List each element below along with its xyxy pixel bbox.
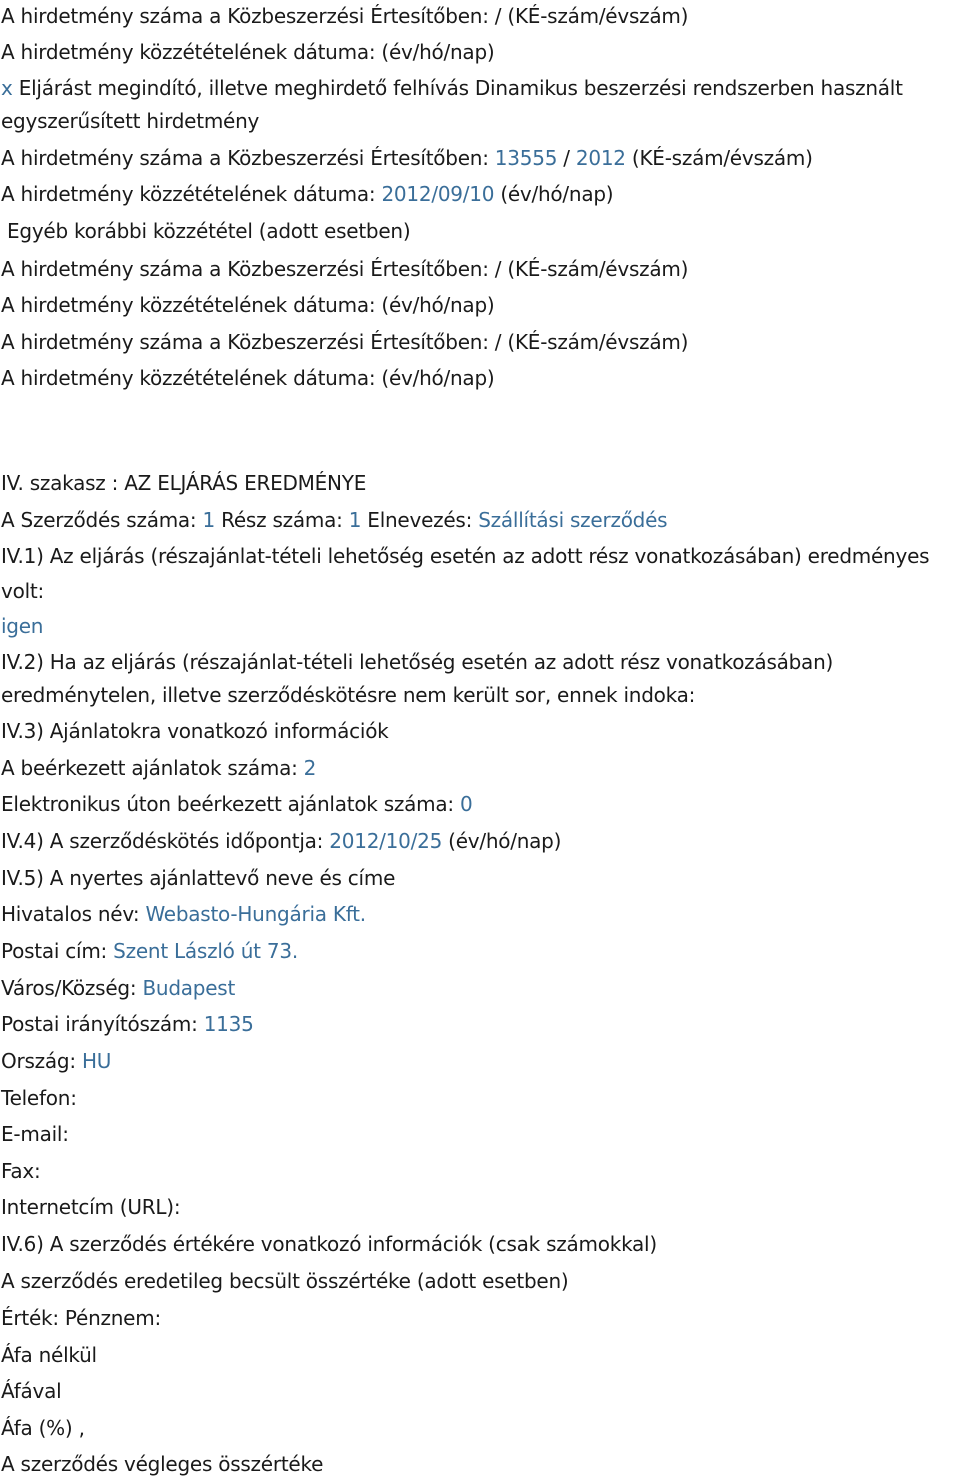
vat-excluded-label: Áfa nélkül — [1, 1343, 97, 1367]
vat-percent-label: Áfa (%) , — [1, 1416, 85, 1440]
contract-name-label: Elnevezés: — [361, 508, 479, 532]
final-value-label: A szerződés végleges összértéke — [1, 1452, 324, 1476]
zip-value: 1135 — [203, 1012, 254, 1036]
contract-name-value: Szállítási szerződés — [478, 508, 668, 532]
notice2-year-value: 2012 — [575, 146, 626, 170]
url-label: Internetcím (URL): — [1, 1195, 181, 1219]
offers-count-label: A beérkezett ajánlatok száma: — [1, 756, 304, 780]
iv4-line — [1, 828, 561, 854]
notice1-number: A hirdetmény száma a Közbeszerzési Értesítőben: / (KÉ-szám/évszám) — [1, 4, 689, 28]
offers-count-line — [1, 755, 316, 781]
iv5-heading: IV.5) A nyertes ajánlattevő neve és címe — [1, 866, 396, 890]
phone-label: Telefon: — [1, 1086, 77, 1110]
contract-date-suffix: (év/hó/nap) — [442, 829, 562, 853]
email-label: E-mail: — [1, 1122, 69, 1146]
notice3-number: A hirdetmény száma a Közbeszerzési Értesítőben: / (KÉ-szám/évszám) — [1, 257, 689, 281]
notice2-separator: / — [557, 146, 576, 170]
part-no-label: Rész száma: — [215, 508, 349, 532]
notice3-date: A hirdetmény közzétételének dátuma: (év/hó/nap) — [1, 293, 495, 317]
country-line — [1, 1048, 111, 1074]
notice-type-label-cont: egyszerűsített hirdetmény — [1, 109, 260, 133]
notice2-number-label: A hirdetmény száma a Közbeszerzési Értesítőben: — [1, 146, 495, 170]
section4-heading: IV. szakasz : AZ ELJÁRÁS EREDMÉNYE — [1, 471, 367, 495]
contract-date-label: IV.4) A szerződéskötés időpontja: — [1, 829, 330, 853]
city-value: Budapest — [142, 976, 236, 1000]
value-currency-label: Érték: Pénznem: — [1, 1306, 161, 1330]
notice4-date: A hirdetmény közzétételének dátuma: (év/hó/nap) — [1, 366, 495, 390]
checkbox-mark: x — [1, 76, 13, 100]
iv1-answer: igen — [1, 614, 44, 638]
iv2-question-cont: eredménytelen, illetve szerződéskötésre nem került sor, ennek indoka: — [1, 683, 696, 707]
notice-type-label: Eljárást megindító, illetve meghirdető felhívás Dinamikus beszerzési rendszerben használt — [12, 76, 903, 100]
zip-line — [1, 1011, 254, 1037]
official-name-label: Hivatalos név: — [1, 902, 146, 926]
iv2-question: IV.2) Ha az eljárás (részajánlat-tételi lehetőség esetén az adott rész vonatkozásában) — [1, 650, 834, 674]
notice2-date-label: A hirdetmény közzétételének dátuma: — [1, 182, 382, 206]
iv3-heading: IV.3) Ajánlatokra vonatkozó információk — [1, 719, 389, 743]
iv1-question-cont: volt: — [1, 579, 44, 603]
country-label: Ország: — [1, 1049, 82, 1073]
offers-count-value: 2 — [303, 756, 317, 780]
contract-no-value: 1 — [202, 508, 216, 532]
e-offers-count-value: 0 — [460, 792, 473, 816]
iv6-heading: IV.6) A szerződés értékére vonatkozó információk (csak számokkal) — [1, 1232, 657, 1256]
contract-date-value: 2012/10/25 — [329, 829, 443, 853]
notice2-date-suffix: (év/hó/nap) — [494, 182, 614, 206]
notice2-number-value: 13555 — [494, 146, 558, 170]
contract-info-line — [1, 507, 667, 533]
e-offers-count-line — [1, 791, 473, 817]
contract-no-label: A Szerződés száma: — [1, 508, 203, 532]
notice-type-checkbox-line — [1, 75, 903, 101]
notice2-number-suffix: (KÉ-szám/évszám) — [625, 146, 813, 170]
notice4-number: A hirdetmény száma a Közbeszerzési Értesítőben: / (KÉ-szám/évszám) — [1, 330, 689, 354]
notice2-date — [1, 181, 613, 207]
address-value: Szent László út 73. — [113, 939, 298, 963]
part-no-value: 1 — [348, 508, 362, 532]
notice2-number — [1, 145, 813, 171]
fax-label: Fax: — [1, 1159, 41, 1183]
other-publication-label: Egyéb korábbi közzététel (adott esetben) — [7, 219, 411, 243]
address-line — [1, 938, 298, 964]
city-label: Város/Község: — [1, 976, 143, 1000]
notice2-date-value: 2012/09/10 — [381, 182, 495, 206]
estimated-value-label: A szerződés eredetileg becsült összértéke (adott esetben) — [1, 1269, 569, 1293]
vat-included-label: Áfával — [1, 1379, 62, 1403]
notice1-date: A hirdetmény közzétételének dátuma: (év/hó/nap) — [1, 40, 495, 64]
iv1-question: IV.1) Az eljárás (részajánlat-tételi lehetőség esetén az adott rész vonatkozásában) eredményes — [1, 544, 930, 568]
address-label: Postai cím: — [1, 939, 114, 963]
e-offers-count-label: Elektronikus úton beérkezett ajánlatok száma: — [1, 792, 461, 816]
city-line — [1, 975, 235, 1001]
official-name-value: Webasto-Hungária Kft. — [145, 902, 366, 926]
country-value: HU — [81, 1049, 112, 1073]
official-name-line — [1, 901, 366, 927]
zip-label: Postai irányítószám: — [1, 1012, 204, 1036]
